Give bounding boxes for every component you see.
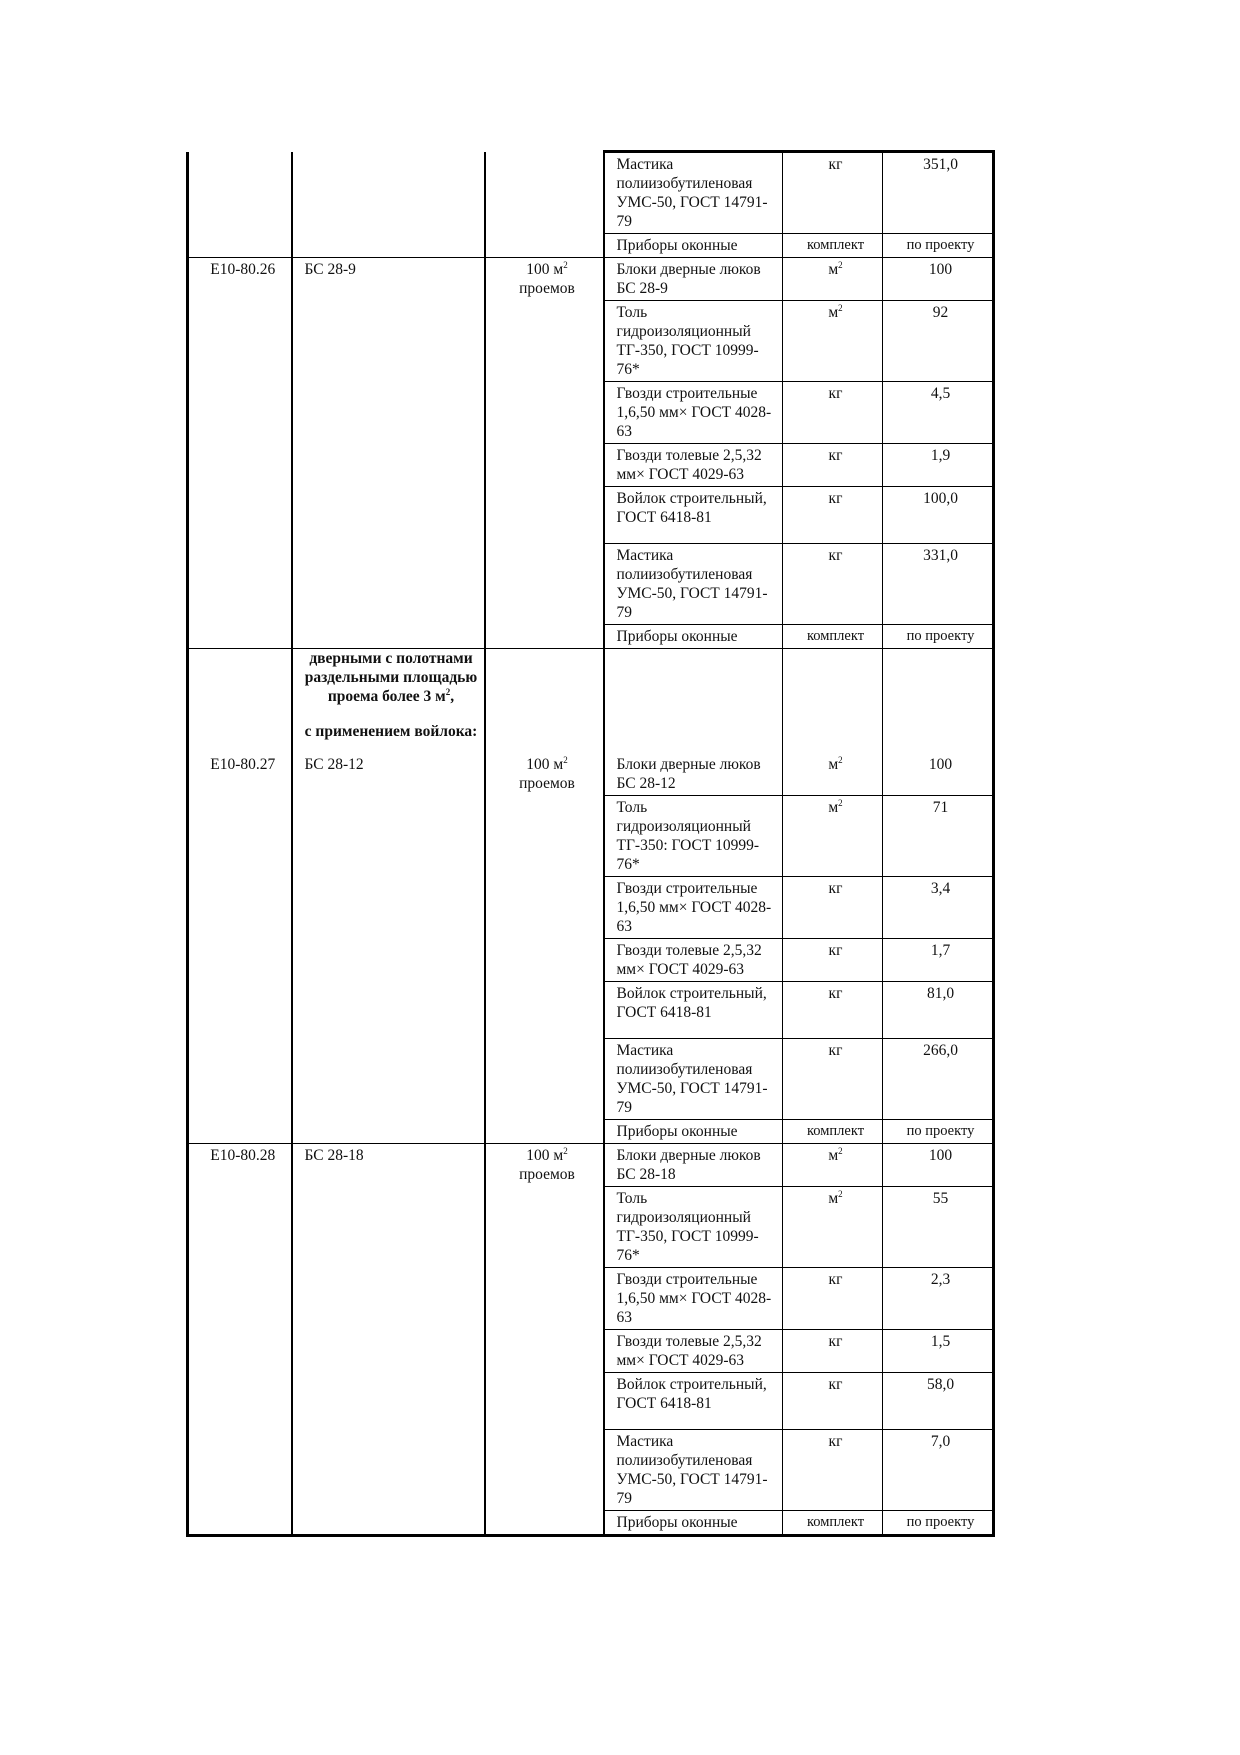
unit-cell: [485, 1187, 604, 1268]
name-cell: [292, 152, 485, 234]
superscript: 2: [563, 1145, 568, 1156]
material-unit-cell: кг: [783, 1330, 883, 1373]
code-cell: [188, 877, 292, 939]
material-cell: Мастика полиизобутиленовая УМС-50, ГОСТ 14791-79: [604, 1039, 783, 1120]
unit-cell: [485, 382, 604, 444]
unit-cell: [485, 544, 604, 625]
name-cell: [292, 939, 485, 982]
quantity-cell: 1,9: [883, 444, 994, 487]
table-row: [188, 753, 994, 796]
material-unit-cell: кг: [783, 444, 883, 487]
quantity-cell: 55: [883, 1187, 994, 1268]
superscript: 2: [838, 754, 843, 765]
quantity-cell: 100: [883, 753, 994, 796]
code-cell: [188, 1187, 292, 1268]
quantity-cell: 92: [883, 301, 994, 382]
quantity-cell: 81,0: [883, 982, 994, 1039]
code-cell: [188, 1373, 292, 1430]
quantity-cell: 100,0: [883, 487, 994, 544]
code-cell: [188, 544, 292, 625]
code-cell: [188, 1511, 292, 1536]
material-unit-cell: кг: [783, 1039, 883, 1120]
unit-cell: [485, 234, 604, 258]
table-row: [188, 625, 994, 649]
code-cell: [188, 625, 292, 649]
unit-cell: [485, 1039, 604, 1120]
quantity-cell: 266,0: [883, 1039, 994, 1120]
material-cell: Приборы оконные: [604, 625, 783, 649]
unit-cell: [485, 1511, 604, 1536]
quantity-cell: 351,0: [883, 152, 994, 234]
code-cell: [188, 234, 292, 258]
material-unit-cell: $м^2$: [783, 796, 883, 877]
table-row: [188, 301, 994, 382]
material-cell: Войлок строительный, ГОСТ 6418-81: [604, 982, 783, 1039]
code-cell: Е10-80.27: [188, 753, 292, 796]
quantity-cell: по проекту: [883, 1511, 994, 1536]
code-cell: Е10-80.26: [188, 258, 292, 301]
material-unit-cell: комплект: [783, 234, 883, 258]
name-cell: [292, 877, 485, 939]
quantity-cell: 71: [883, 796, 994, 877]
material-cell: Блоки дверные люков БС 28-12: [604, 753, 783, 796]
superscript: 2: [838, 797, 843, 808]
material-cell: Толь гидроизоляционный ТГ-350, ГОСТ 10999-76*: [604, 1187, 783, 1268]
material-unit-cell: кг: [783, 487, 883, 544]
superscript: 2: [445, 686, 451, 697]
material-unit-cell: кг: [783, 544, 883, 625]
material-unit-cell: кг: [783, 152, 883, 234]
code-cell: [188, 939, 292, 982]
table-row: [188, 1511, 994, 1536]
material-cell: Гвозди строительные 1,6,50 мм× ГОСТ 4028-63: [604, 382, 783, 444]
table-row: [188, 487, 994, 544]
material-unit-cell: кг: [783, 982, 883, 1039]
material-unit-cell: кг: [783, 1268, 883, 1330]
material-unit-cell: кг: [783, 877, 883, 939]
material-cell: Мастика полиизобутиленовая УМС-50, ГОСТ 14791-79: [604, 152, 783, 234]
name-cell: [292, 444, 485, 487]
name-cell: [292, 544, 485, 625]
name-cell: [292, 1430, 485, 1511]
material-unit-cell: $м^2$: [783, 301, 883, 382]
material-cell: Приборы оконные: [604, 234, 783, 258]
table-row: [188, 234, 994, 258]
material-cell: Гвозди строительные 1,6,50 мм× ГОСТ 4028-63: [604, 877, 783, 939]
material-unit-cell: комплект: [783, 1511, 883, 1536]
material-cell: Гвозди толевые 2,5,32 мм× ГОСТ 4029-63: [604, 444, 783, 487]
unit-cell: [485, 939, 604, 982]
name-cell: [292, 796, 485, 877]
code-cell: [188, 1268, 292, 1330]
unit-cell: [485, 982, 604, 1039]
material-unit-cell: $м^2$: [783, 258, 883, 301]
table-row: [188, 796, 994, 877]
material-unit-cell: $м^2$: [783, 1187, 883, 1268]
section-heading: [292, 649, 485, 754]
material-cell: Гвозди толевые 2,5,32 мм× ГОСТ 4029-63: [604, 939, 783, 982]
quantity-cell: 2,3: [883, 1268, 994, 1330]
quantity-cell: 3,4: [883, 877, 994, 939]
quantity-cell: 100: [883, 258, 994, 301]
code-cell: [188, 1120, 292, 1144]
material-unit-cell: [783, 649, 883, 754]
unit-cell: 100 $м^2$ проемов: [485, 753, 604, 796]
unit-cell: [485, 487, 604, 544]
material-unit-cell: кг: [783, 1373, 883, 1430]
material-cell: Войлок строительный, ГОСТ 6418-81: [604, 487, 783, 544]
quantity-cell: 1,7: [883, 939, 994, 982]
material-unit-cell: кг: [783, 939, 883, 982]
material-cell: Мастика полиизобутиленовая УМС-50, ГОСТ 14791-79: [604, 1430, 783, 1511]
superscript: 2: [838, 1145, 843, 1156]
name-cell: БС 28-18: [292, 1144, 485, 1187]
unit-cell: 100 $м^2$ проемов: [485, 258, 604, 301]
code-cell: [188, 444, 292, 487]
table-row: [188, 1330, 994, 1373]
material-cell: Приборы оконные: [604, 1511, 783, 1536]
unit-cell: [485, 796, 604, 877]
table-row: [188, 1268, 994, 1330]
code-cell: [188, 649, 292, 754]
material-cell: Толь гидроизоляционный ТГ-350: ГОСТ 10999-76*: [604, 796, 783, 877]
name-cell: [292, 982, 485, 1039]
superscript: 2: [838, 259, 843, 270]
norms-table-sheet: [186, 150, 992, 1537]
code-cell: [188, 152, 292, 234]
table-row: [188, 1144, 994, 1187]
material-unit-cell: кг: [783, 382, 883, 444]
unit-cell: [485, 301, 604, 382]
material-unit-cell: комплект: [783, 1120, 883, 1144]
material-cell: Толь гидроизоляционный ТГ-350, ГОСТ 10999-76*: [604, 301, 783, 382]
name-cell: [292, 382, 485, 444]
material-cell: Приборы оконные: [604, 1120, 783, 1144]
name-cell: [292, 1187, 485, 1268]
material-cell: Блоки дверные люков БС 28-18: [604, 1144, 783, 1187]
name-cell: БС 28-9: [292, 258, 485, 301]
material-cell: Гвозди толевые 2,5,32 мм× ГОСТ 4029-63: [604, 1330, 783, 1373]
unit-cell: [485, 1120, 604, 1144]
table-row: [188, 982, 994, 1039]
material-unit-cell: $м^2$: [783, 753, 883, 796]
code-cell: Е10-80.28: [188, 1144, 292, 1187]
name-cell: [292, 1120, 485, 1144]
name-cell: [292, 1330, 485, 1373]
material-unit-cell: кг: [783, 1430, 883, 1511]
code-cell: [188, 982, 292, 1039]
table-row: [188, 939, 994, 982]
table-row: [188, 1039, 994, 1120]
material-unit-cell: $м^2$: [783, 1144, 883, 1187]
unit-cell: [485, 1430, 604, 1511]
unit-cell: [485, 444, 604, 487]
name-cell: [292, 234, 485, 258]
norms-table: [186, 150, 995, 1537]
name-cell: [292, 1039, 485, 1120]
name-cell: [292, 625, 485, 649]
material-cell: [604, 649, 783, 754]
superscript: 2: [838, 1188, 843, 1199]
code-cell: [188, 487, 292, 544]
section-heading-row: [188, 649, 994, 754]
material-cell: Мастика полиизобутиленовая УМС-50, ГОСТ 14791-79: [604, 544, 783, 625]
code-cell: [188, 301, 292, 382]
quantity-cell: по проекту: [883, 234, 994, 258]
table-row: [188, 382, 994, 444]
superscript: 2: [563, 754, 568, 765]
quantity-cell: 4,5: [883, 382, 994, 444]
material-cell: Войлок строительный, ГОСТ 6418-81: [604, 1373, 783, 1430]
table-row: [188, 1120, 994, 1144]
code-cell: [188, 796, 292, 877]
unit-cell: [485, 1373, 604, 1430]
table-row: [188, 1373, 994, 1430]
table-row: [188, 877, 994, 939]
unit-cell: [485, 152, 604, 234]
unit-cell: [485, 625, 604, 649]
material-cell: Блоки дверные люков БС 28-9: [604, 258, 783, 301]
table-row: [188, 544, 994, 625]
name-cell: [292, 301, 485, 382]
section-heading-line: с применением войлока:: [304, 723, 478, 740]
unit-cell: [485, 1330, 604, 1373]
quantity-cell: по проекту: [883, 1120, 994, 1144]
unit-cell: [485, 877, 604, 939]
quantity-cell: 100: [883, 1144, 994, 1187]
quantity-cell: 7,0: [883, 1430, 994, 1511]
name-cell: БС 28-12: [292, 753, 485, 796]
table-row: [188, 1187, 994, 1268]
code-cell: [188, 382, 292, 444]
quantity-cell: 331,0: [883, 544, 994, 625]
code-cell: [188, 1330, 292, 1373]
name-cell: [292, 1373, 485, 1430]
superscript: 2: [838, 302, 843, 313]
superscript: 2: [563, 259, 568, 270]
name-cell: [292, 1268, 485, 1330]
quantity-cell: по проекту: [883, 625, 994, 649]
table-row: [188, 444, 994, 487]
section-heading-line: дверными с полотнами раздельными площадью проема более 3 $м^2$,: [304, 650, 478, 705]
table-row: [188, 152, 994, 234]
quantity-cell: 58,0: [883, 1373, 994, 1430]
table-row: [188, 1430, 994, 1511]
code-cell: [188, 1430, 292, 1511]
norms-table-body: [188, 152, 994, 1536]
unit-cell: [485, 649, 604, 754]
material-unit-cell: комплект: [783, 625, 883, 649]
material-cell: Гвозди строительные 1,6,50 мм× ГОСТ 4028-63: [604, 1268, 783, 1330]
unit-cell: 100 $м^2$ проемов: [485, 1144, 604, 1187]
table-row: [188, 258, 994, 301]
name-cell: [292, 1511, 485, 1536]
unit-cell: [485, 1268, 604, 1330]
quantity-cell: [883, 649, 994, 754]
quantity-cell: 1,5: [883, 1330, 994, 1373]
name-cell: [292, 487, 485, 544]
code-cell: [188, 1039, 292, 1120]
